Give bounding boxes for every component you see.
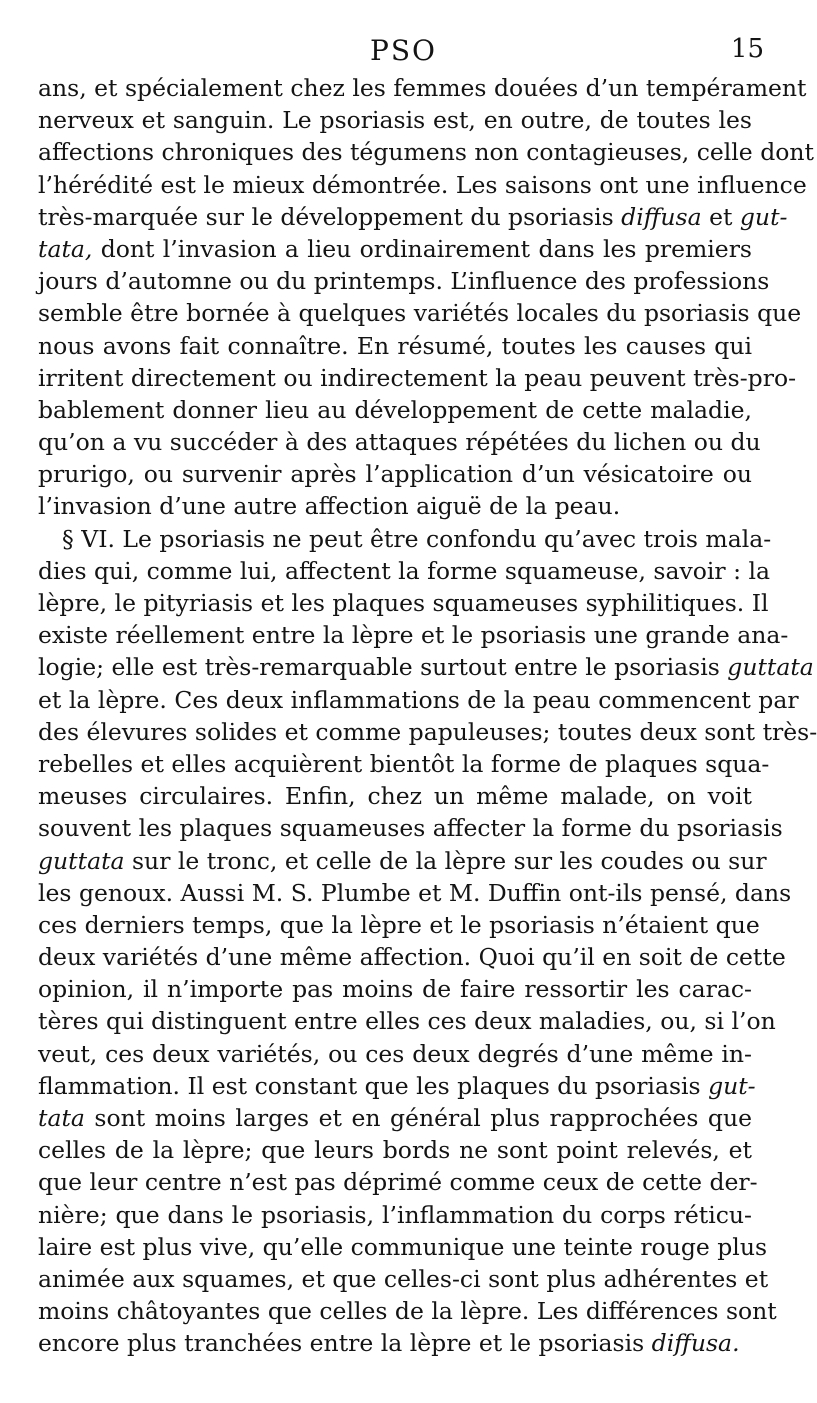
- line-text: animée aux squames, et que celles-ci sont plus adhérentes et: [38, 1264, 769, 1293]
- line-text: flammation. Il est constant que les plaques du psoriasis: [38, 1071, 709, 1100]
- text-line: [38, 941, 786, 973]
- line-text: nière; que dans le psoriasis, l’inflammation du corps réticu-: [38, 1200, 752, 1229]
- text-line: [38, 1070, 756, 1102]
- text-line: [38, 362, 797, 394]
- line-text: sont moins larges et en général plus rapprochées que: [84, 1104, 752, 1132]
- line-text: que leur centre n’est pas déprimé comme ceux de cette der-: [38, 1168, 758, 1197]
- text-line: [38, 909, 760, 941]
- text-line: [38, 297, 802, 329]
- page-number: 15: [730, 34, 764, 64]
- line-text: qu’on a vu succéder à des attaques répétées du lichen ou du: [38, 428, 761, 457]
- line-text: souvent les plaques squameuses affecter la forme du psoriasis: [38, 814, 783, 843]
- text-line: [38, 555, 771, 587]
- text-line: [38, 233, 752, 265]
- line-text: lèpre, le pityriasis et les plaques squameuses syphilitiques. Il: [38, 589, 769, 617]
- line-text: les genoux. Aussi M. S. Plumbe et M. Duffin ont-ils pensé, dans: [38, 878, 792, 907]
- text-line: [38, 812, 783, 844]
- text-line: [38, 716, 817, 748]
- running-title: PSO: [370, 34, 437, 67]
- line-text: semble être bornée à quelques variétés locales du psoriasis que: [38, 299, 802, 328]
- text-line: [38, 651, 814, 683]
- line-text: et: [701, 202, 740, 231]
- text-line: [38, 394, 752, 426]
- line-text: prurigo, ou survenir après l’application d’un vésicatoire ou: [38, 460, 752, 489]
- line-text: irritent directement ou indirectement la peau peuvent très-pro-: [38, 363, 797, 392]
- text-line: [38, 1166, 758, 1198]
- text-line: [38, 1199, 752, 1231]
- italic-term: tata,: [38, 234, 93, 263]
- line-text: l’hérédité est le mieux démontrée. Les saisons ont une influence: [38, 170, 807, 199]
- text-line: [38, 587, 769, 619]
- line-text: existe réellement entre la lèpre et le psoriasis une grande ana-: [38, 621, 789, 650]
- text-line: [38, 490, 752, 522]
- line-text: jours d’automne ou du printemps. L’influence des professions: [38, 267, 770, 296]
- text-line: [38, 1231, 768, 1263]
- line-text: encore plus tranchées entre la lèpre et le psoriasis: [38, 1329, 652, 1358]
- line-text: des élevures solides et comme papuleuses; toutes deux sont très-: [38, 717, 817, 746]
- text-line: [38, 201, 788, 233]
- line-text: l’invasion d’une autre affection aiguë de la peau.: [38, 492, 621, 521]
- text-line: [38, 1327, 752, 1359]
- line-text: rebelles et elles acquièrent bientôt la forme de plaques squa-: [38, 749, 770, 778]
- line-text: bablement donner lieu au développement de cette maladie,: [38, 395, 752, 424]
- text-line: [38, 136, 814, 168]
- line-text: nerveux et sanguin. Le psoriasis est, en outre, de toutes les: [38, 106, 752, 135]
- text-line: [38, 265, 770, 297]
- line-text: deux variétés d’une même affection. Quoi qu’il en soit de cette: [38, 943, 786, 972]
- text-line: [38, 523, 772, 555]
- italic-term: diffusa.: [651, 1329, 740, 1358]
- text-line: [38, 104, 752, 136]
- italic-term: guttata: [727, 653, 814, 682]
- body-text: [38, 72, 817, 1360]
- line-text: ces derniers temps, que la lèpre et le psoriasis n’étaient que: [38, 910, 760, 939]
- text-line: [38, 619, 789, 651]
- line-text: dies qui, comme lui, affectent la forme squameuse, savoir : la: [38, 556, 771, 585]
- running-head: [0, 30, 800, 70]
- line-text: et la lèpre. Ces deux inflammations de la peau commencent par: [38, 685, 799, 714]
- line-text: dont l’invasion a lieu ordinairement dans les premiers: [92, 234, 752, 263]
- line-text: affections chroniques des tégumens non contagieuses, celle dont: [38, 138, 814, 167]
- text-line: [38, 1263, 769, 1295]
- line-text: veut, ces deux variétés, ou ces deux degrés d’une même in-: [38, 1039, 752, 1068]
- text-line: [38, 1295, 777, 1327]
- text-line: [38, 1102, 752, 1134]
- line-text: celles de la lèpre; que leurs bords ne sont point relevés, et: [38, 1136, 752, 1165]
- line-text: sur le tronc, et celle de la lèpre sur les coudes ou sur: [124, 846, 767, 875]
- text-line: [38, 330, 752, 362]
- text-line: [38, 1038, 752, 1070]
- text-line: [38, 973, 752, 1005]
- text-line: [38, 1005, 776, 1037]
- line-text: laire est plus vive, qu’elle communique une teinte rouge plus: [38, 1232, 768, 1261]
- text-line: [38, 780, 752, 812]
- text-line: [38, 845, 767, 877]
- text-line: [38, 684, 799, 716]
- italic-term: diffusa: [621, 202, 702, 231]
- line-text: opinion, il n’importe pas moins de faire ressortir les carac-: [38, 975, 752, 1004]
- line-text: très-marquée sur le développement du psoriasis: [38, 202, 622, 231]
- line-text: § VI. Le psoriasis ne peut être confondu qu’avec trois mala-: [62, 524, 772, 553]
- text-line: [38, 458, 752, 490]
- italic-term: gut-: [708, 1071, 756, 1100]
- italic-term: tata: [38, 1104, 85, 1132]
- line-text: nous avons fait connaître. En résumé, toutes les causes qui: [38, 331, 752, 360]
- text-line: [38, 169, 807, 201]
- italic-term: gut-: [739, 202, 788, 231]
- text-line: [38, 1134, 752, 1166]
- line-text: ans, et spécialement chez les femmes douées d’un tempérament: [38, 74, 807, 102]
- text-line: [38, 877, 792, 909]
- line-text: logie; elle est très-remarquable surtout entre le psoriasis: [38, 653, 728, 682]
- line-text: tères qui distinguent entre elles ces deux maladies, ou, si l’on: [38, 1007, 776, 1036]
- text-line: [38, 426, 761, 458]
- text-line: [38, 748, 770, 780]
- line-text: moins châtoyantes que celles de la lèpre. Les différences sont: [38, 1297, 777, 1326]
- italic-term: guttata: [38, 846, 125, 875]
- text-line: [38, 72, 807, 104]
- line-text: meuses circulaires. Enfin, chez un même malade, on voit: [38, 782, 752, 811]
